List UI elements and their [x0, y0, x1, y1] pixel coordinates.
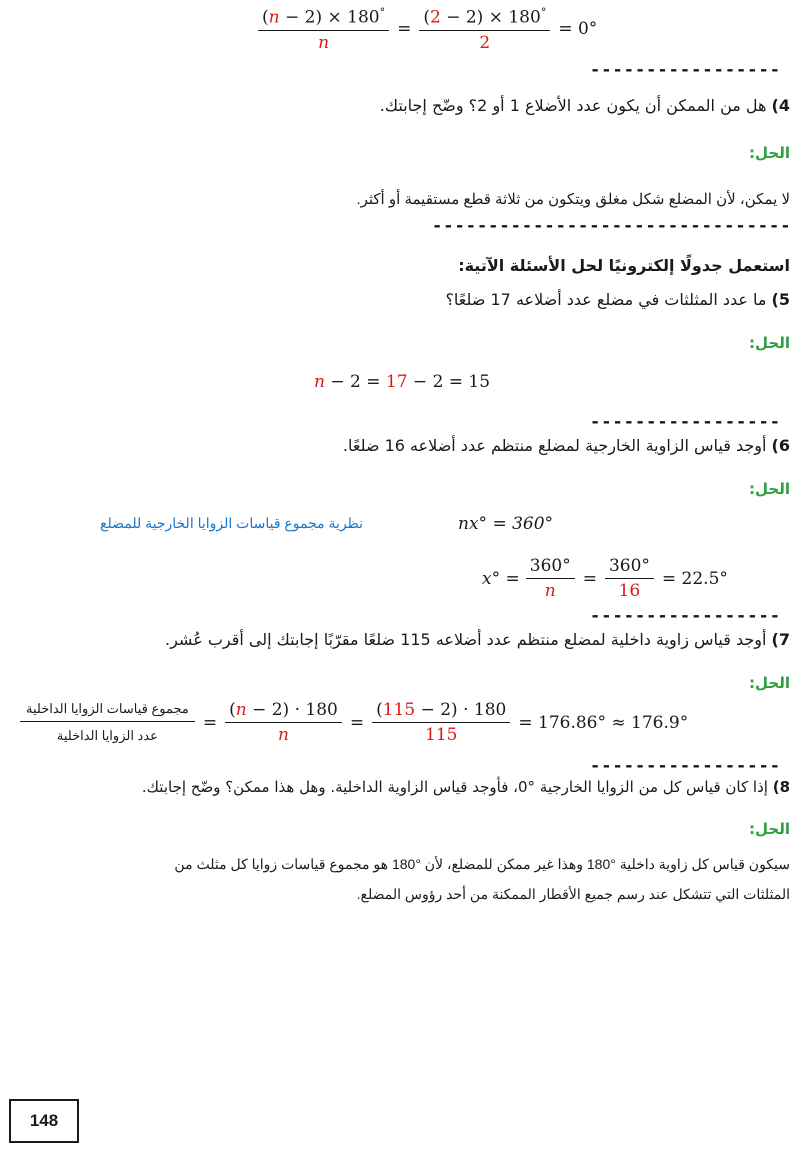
answer-8-line-2: المثلثات التي تتشكل عند رسم جميع الأقطار الممكنة من أحد رؤوس المضلع. [356, 886, 790, 902]
separator: -------------------------------- [432, 216, 792, 236]
fraction-general: $\frac{(n - 2) \times 180^\circ}{n}$ [258, 6, 389, 53]
instruction: استعمل جدولًا إلكترونيًا لحل الأسئلة الآتية: [458, 256, 790, 275]
question-6: 6) أوجد قياس الزاوية الخارجية لمضلع منتظم عدد أضلاعه 16 ضلعًا. [342, 436, 790, 455]
equation-exterior-angle: x° = $\frac{360^\circ}{n}$ = $\frac{360^\circ}{16}$ = 22.5° [482, 556, 728, 601]
separator: ----------------- [590, 412, 781, 432]
answer-4: لا يمكن، لأن المضلع شكل مغلق ويتكون من ثلاثة قطع مستقيمة أو أكثر. [356, 191, 790, 208]
solution-label: الحل: [749, 674, 790, 692]
question-5: 5) ما عدد المثلثات في مضلع عدد أضلاعه 17 ضلعًا؟ [445, 290, 790, 309]
fraction-substituted: $\frac{(2 - 2) \times 180^\circ}{2}$ [419, 6, 550, 53]
solution-label: الحل: [749, 144, 790, 162]
equation-exterior: nx° = 360° [458, 514, 554, 534]
equation-interior-angle: $\frac{\text{مجموع قياسات الزوايا الداخلية}}{\text{عدد الزوايا الداخلية}}$ = $\frac{(n - 2) \cdot 180}{n}$ = $\frac{(115 - 2) \cdot 180}{115}$ = 176.86° ≈ 176.9° [20, 700, 688, 745]
equation-triangles: n − 2 = 17 − 2 = 15 [314, 372, 491, 392]
equation-angle-sum: $\frac{(n - 2) \times 180^\circ}{n}$ = $\frac{(2 - 2) \times 180^\circ}{2}$ = 0° [258, 6, 597, 53]
theorem-note: نظرية مجموع قياسات الزوايا الخارجية للمضلع [100, 515, 364, 531]
page-number: 148 [9, 1099, 79, 1143]
question-7: 7) أوجد قياس زاوية داخلية لمضلع منتظم عدد أضلاعه 115 ضلعًا مقرّبًا إجابتك إلى أقرب عُشر. [165, 630, 790, 649]
separator: ----------------- [590, 60, 781, 80]
solution-label: الحل: [749, 334, 790, 352]
solution-label: الحل: [749, 480, 790, 498]
separator: ----------------- [590, 606, 781, 626]
solution-label: الحل: [749, 820, 790, 838]
separator: ----------------- [590, 756, 781, 776]
answer-8-line-1: سيكون قياس كل زاوية داخلية °180 وهذا غير ممكن للمضلع، لأن °180 هو مجموع قياسات زوايا كل مثلث من [174, 856, 790, 872]
question-8: 8) إذا كان قياس كل من الزوايا الخارجية °0، فأوجد قياس الزاوية الداخلية. وهل هذا ممكن؟ وضّح إجابتك. [141, 778, 790, 796]
question-4: 4) هل من الممكن أن يكون عدد الأضلاع 1 أو 2؟ وضّح إجابتك. [379, 96, 790, 115]
